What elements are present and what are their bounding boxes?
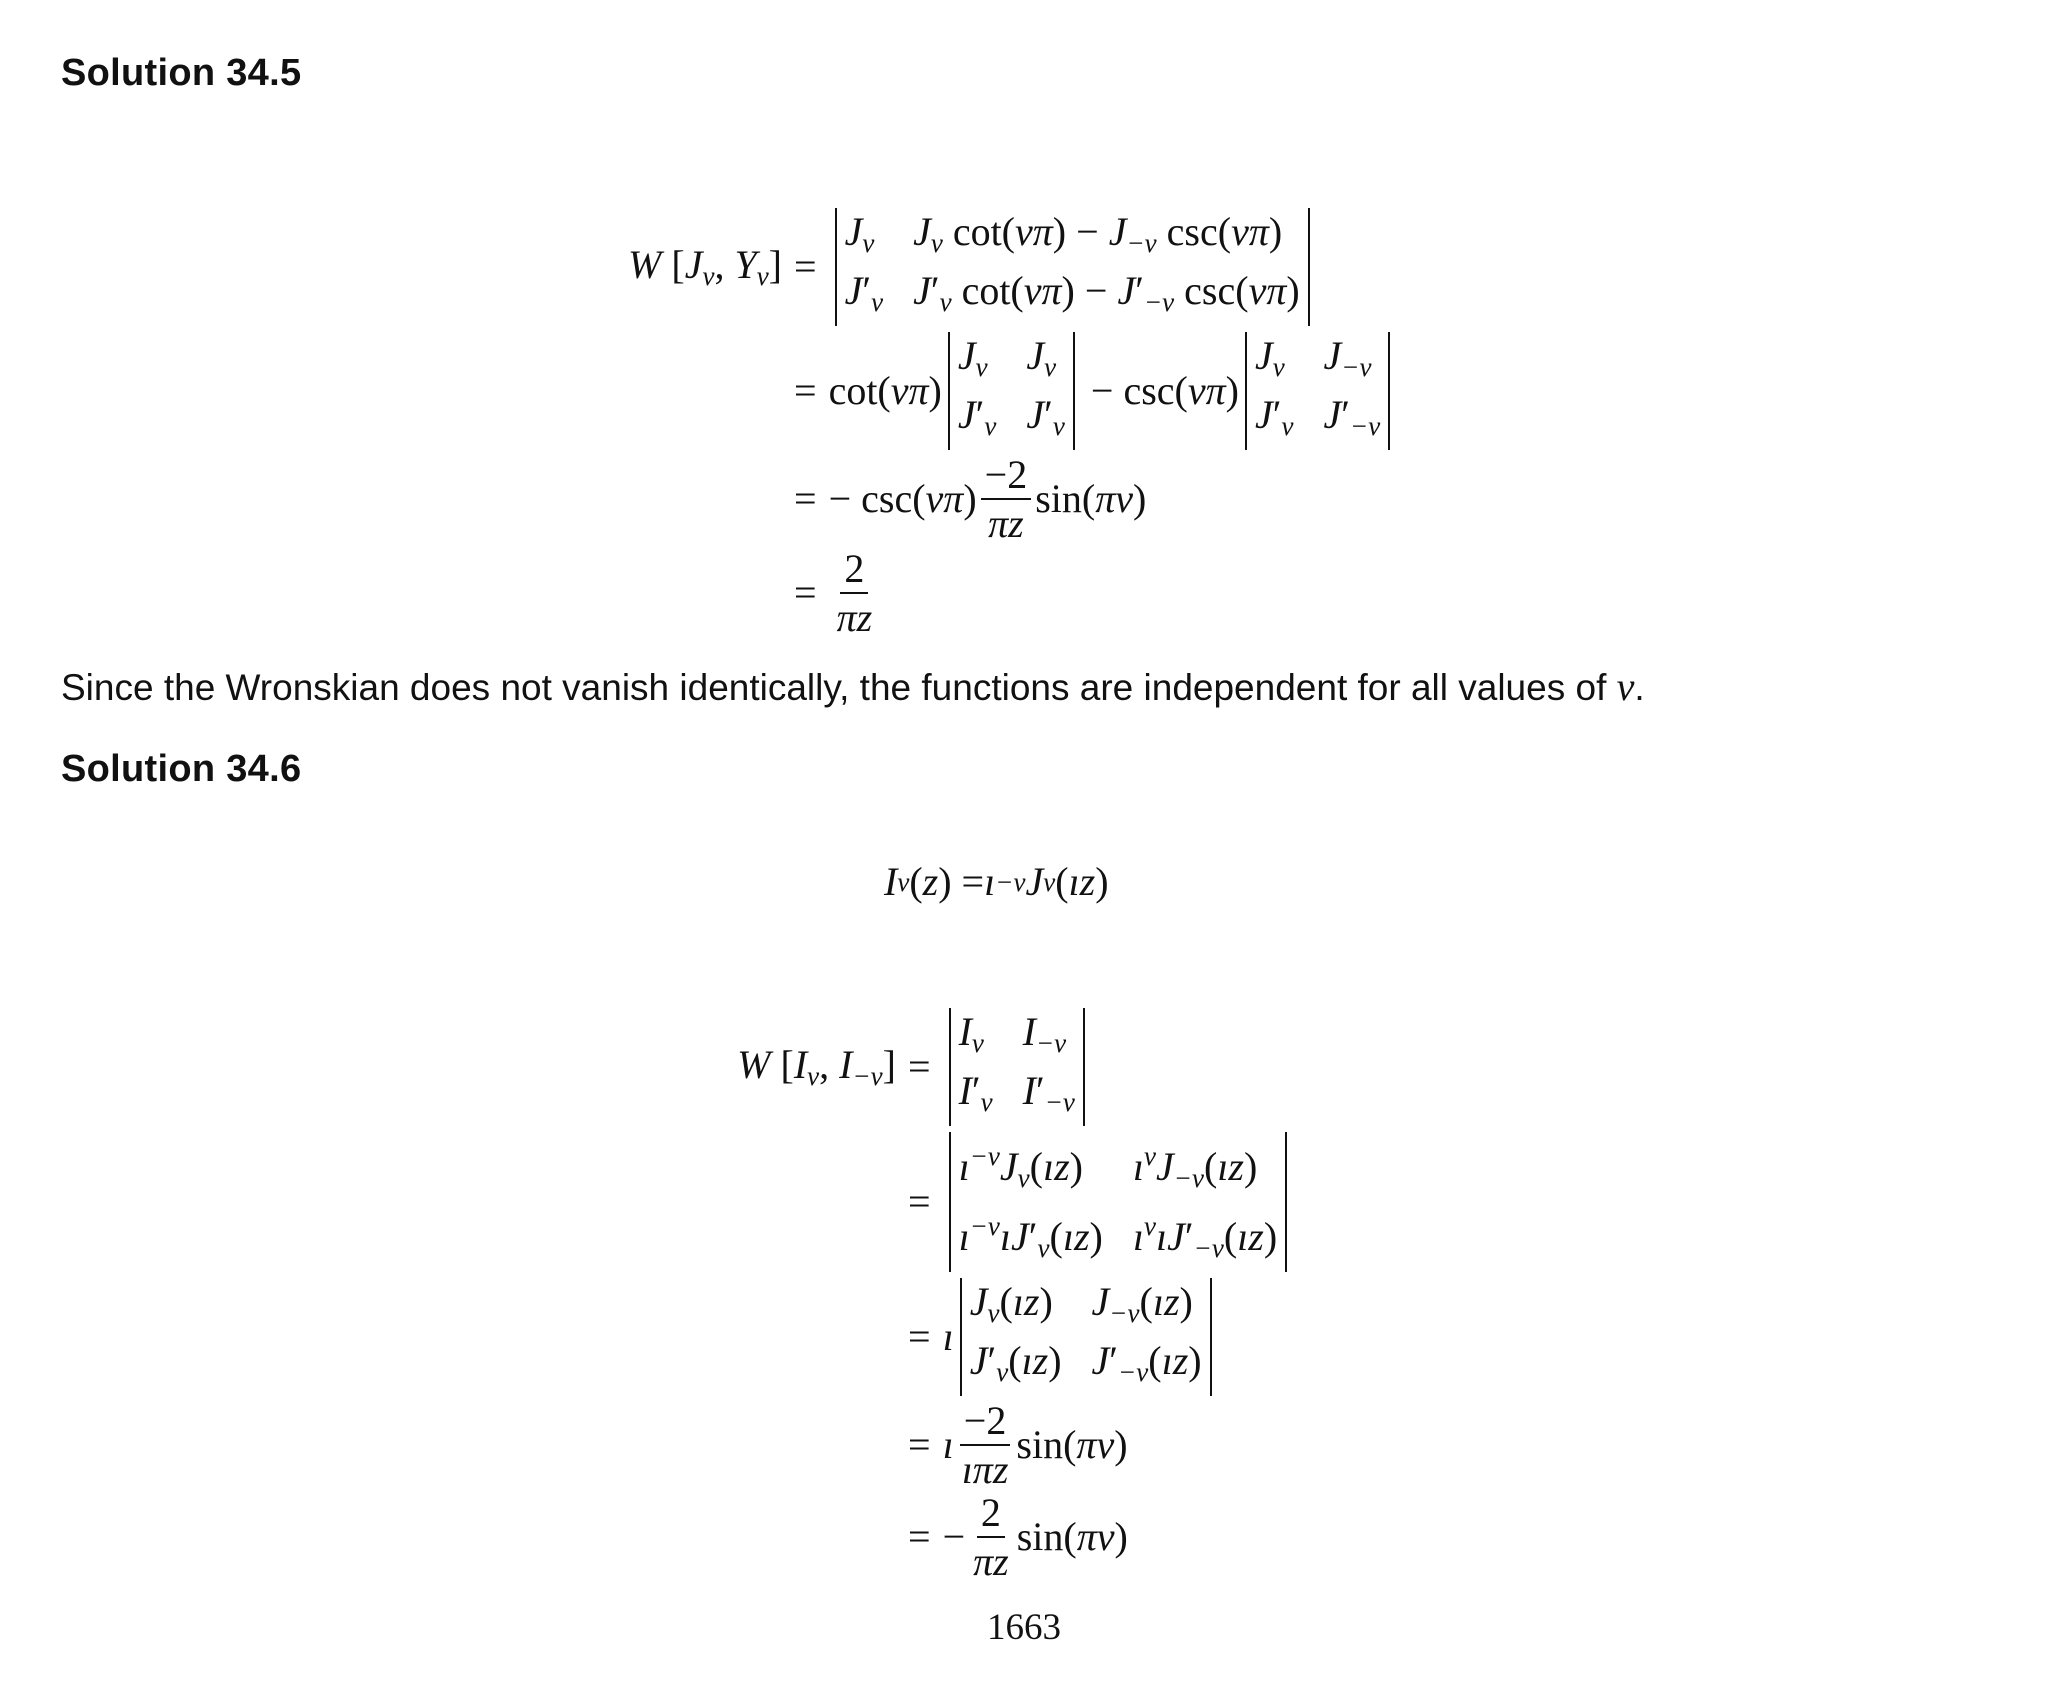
wronskian-ii-row-1: W [$I_\nu$, $I_{-\nu}$] = $I_\nu$ $I_{-\nu}$ $I'_\nu$ $I'_{-\nu}$ xyxy=(710,1008,1293,1126)
nu-symbol: ν xyxy=(1616,664,1635,709)
bessel-i-definition: I ν ( z ) = ı −ν J ν ( ız ) xyxy=(884,859,1109,904)
wronskian-jy-row-3: = − csc(νπ) $\frac{-2}{\pi z}$ sin( πν ) xyxy=(794,452,1147,546)
conclusion-period: . xyxy=(1634,667,1645,708)
conclusion-text: Since the Wronskian does not vanish identically, the functions are independent for all values of xyxy=(61,667,1607,708)
conclusion-paragraph xyxy=(61,665,1645,710)
wronskian-jy-row-4: = $\frac{2}{\pi z}$ xyxy=(794,546,873,640)
wronskian-jy-row-1: W [$J_\nu$, $Y_\nu$] = $J_\nu$ $J_\nu$ $\cot(\nu\pi) - J_{-\nu}$ csc(νπ) $J'_\nu$ $J'_\nu$ $\cot(\nu\pi) - J'_{-\nu}$ csc(νπ) xyxy=(606,208,1396,326)
wronskian-ii-row-2: = $ı^{-\nu}J_\nu(ız)$ $ı^\nu J_{-\nu}(ız)$ $ı^{-\nu}ıJ'_\nu(ız)$ $ı^\nu ıJ'_{-\nu}(ız)$ xyxy=(710,1132,1293,1272)
solution-34-5-heading: Solution 34.5 xyxy=(61,52,302,94)
wronskian-ii-row-5: = − $\frac{2}{\pi z}$ sin( πν ) xyxy=(908,1490,1128,1584)
solution-34-6-heading: Solution 34.6 xyxy=(61,748,302,790)
wronskian-jy-derivation xyxy=(606,208,1396,638)
page-number: 1663 xyxy=(987,1607,1061,1648)
wronskian-ii-derivation xyxy=(710,1008,1293,1582)
wronskian-jy-row-2: = cot( νπ ) $J_\nu$ $J_\nu$ $J'_\nu$ $J'_\nu$ − csc(νπ) $J_\nu$ $J_{-\nu}$ $J'_\nu$ $J'_{-\nu}$ xyxy=(606,332,1396,450)
wronskian-ii-row-3: = ı $J_\nu(ız)$ $J_{-\nu}(ız)$ $J'_\nu(ız)$ $J'_{-\nu}(ız)$ xyxy=(710,1278,1293,1396)
wronskian-ii-row-4: = ı $\frac{-2}{\text{ıπz}}$ sin( πν ) xyxy=(908,1398,1128,1492)
